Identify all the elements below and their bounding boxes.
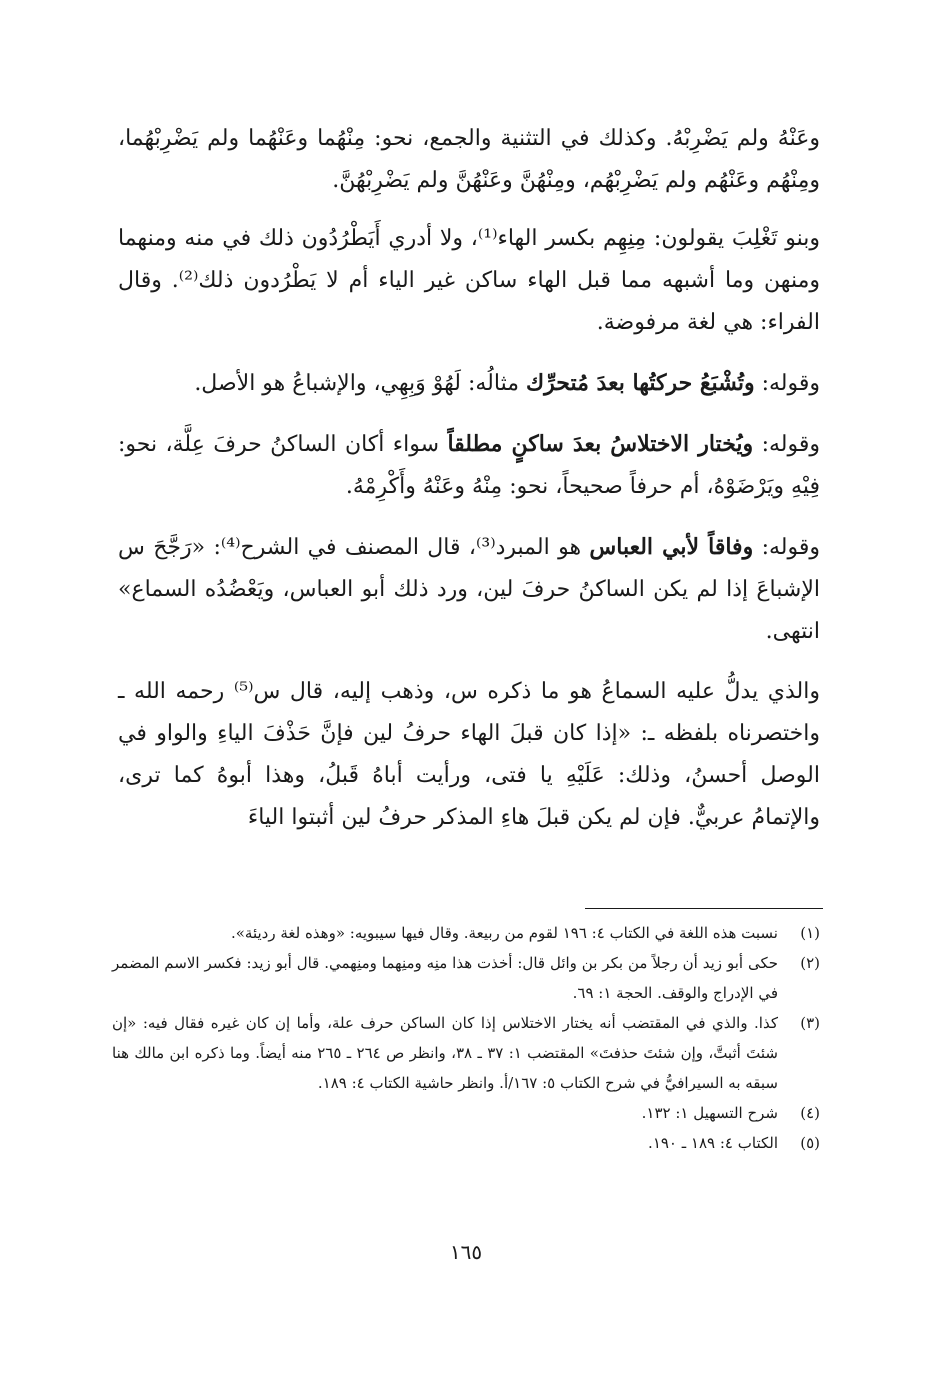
footnote-text: كذا. والذي في المقتضب أنه يختار الاختلاس إذا كان الساكن حرف علة، وأما إن كان غيره فقال فيه: «إن شئتَ أثبتَّ، وإن شئتَ حذفتَ» المقتضب ١: ٣٧ ـ ٣٨، وانظر ص ٢٦٤ ـ ٢٦٥ منه أيضاً. وما ذكره ابن مالك هنا سبقه به السيرافيُّ في شرح الكتاب ٥: ١٦٧/أ. وانظر حاشية الكتاب ٤: ١٨٩.	[112, 1014, 778, 1092]
footnote-4	[112, 1098, 820, 1128]
footnote-separator	[585, 908, 823, 909]
paragraph-5-rest: هو المبرد⁽³⁾، قال المصنف في الشرح⁽⁴⁾: «رَجَّحَ س الإشباعَ إذا لم يكن الساكنُ حرفَ لين، ورد ذلك أبو العباس، ويَعْضُدُه السماع» انتهى.	[118, 535, 820, 644]
footnote-5	[112, 1128, 820, 1158]
footnote-number: (٢)	[800, 954, 820, 972]
paragraph-6: والذي يدلُّ عليه السماعُ هو ما ذكره س، وذهب إليه، قال س⁽⁵⁾ رحمه الله ـ واختصرناه بلفظه ـ: «إذا كان قبلَ الهاء حرفُ لين فإنَّ حَذْفَ الياءِ والواو في الوصل أحسنُ، وذلك: عَلَيْهِ يا فتى، ورأيت أباهُ قَبلُ، وهذا أبوهُ كما ترى، والإتمامُ عربيٌّ. فإن لم يكن قبلَ هاءِ المذكر حرفُ لين أثبتوا الياءَ	[118, 679, 821, 830]
paragraph-3-rest: مثالُه: لَهُوْ وَبِهِي، والإشباعُ هو الأصل.	[194, 371, 526, 396]
paragraph-4-keyword: ويُختار الاختلاسُ بعدَ ساكنٍ مطلقاً	[447, 431, 754, 457]
footnote-text: نسبت هذه اللغة في الكتاب ٤: ١٩٦ لقوم من ربيعة. وقال فيها سيبويه: «وهذه لغة رديئة».	[230, 924, 778, 942]
page-number: ١٦٥	[449, 1240, 483, 1264]
paragraph-5	[118, 526, 820, 653]
footnote-number: (٤)	[800, 1104, 820, 1122]
footnote-number: (١)	[800, 924, 820, 942]
paragraph-5-lead: وقوله:	[753, 535, 820, 560]
footnote-number: (٥)	[800, 1134, 820, 1152]
paragraph-3-keyword: وتُشْبَعُ حركتُها بعدَ مُتحرِّك	[526, 370, 755, 396]
footnote-2	[112, 948, 820, 1008]
footnotes	[112, 918, 820, 1158]
paragraph-4-rest: سواء أكان الساكنُ حرفَ عِلَّة، نحو: فِيْهِ ويَرْضَوْهُ، أم حرفاً صحيحاً، نحو: مِنْهُ وعَنْهُ وأَكْرِمْهُ.	[118, 432, 820, 499]
paragraph-5-keyword: وفاقاً لأبي العباس	[589, 534, 754, 560]
main-text	[118, 118, 820, 857]
footnote-1	[112, 918, 820, 948]
footnote-text: حكى أبو زيد أن رجلاً من بكر بن وائل قال: أخذت هذا منِه ومنِهما ومنِهمي. قال أبو زيد: فكسر الاسم المضمر في الإدراج والوقف. الحجة ١: ٦٩.	[112, 954, 778, 1002]
paragraph-4	[118, 423, 820, 508]
paragraph-3	[118, 362, 820, 405]
footnote-text: شرح التسهيل ١: ١٣٢.	[641, 1104, 778, 1122]
footnote-text: الكتاب ٤: ١٨٩ ـ ١٩٠.	[648, 1134, 778, 1152]
paragraph-1: وعَنْهُ ولم يَضْرِبْهُ. وكذلك في التثنية والجمع، نحو: مِنْهُما وعَنْهُما ولم يَضْرِبْهُما، ومِنْهُم وعَنْهُم ولم يَضْرِبْهُم، ومِنْهُنَّ وعَنْهُنَّ ولم يَضْرِبْهُنَّ.	[118, 126, 820, 193]
paragraph-2: وبنو تَغْلِبَ يقولون: مِنِهِم بكسر الهاء⁽¹⁾، ولا أدري أَيَطْرُدُون ذلك في منه ومنهما ومنهن وما أشبهه مما قبل الهاء ساكن غير الياء أم لا يَطْرُدون ذلك⁽²⁾. وقال الفراء: هي لغة مرفوضة.	[118, 226, 820, 335]
footnote-number: (٣)	[800, 1014, 820, 1032]
paragraph-4-lead: وقوله:	[753, 432, 820, 457]
paragraph-3-lead: وقوله:	[754, 371, 820, 396]
footnote-3	[112, 1008, 820, 1098]
